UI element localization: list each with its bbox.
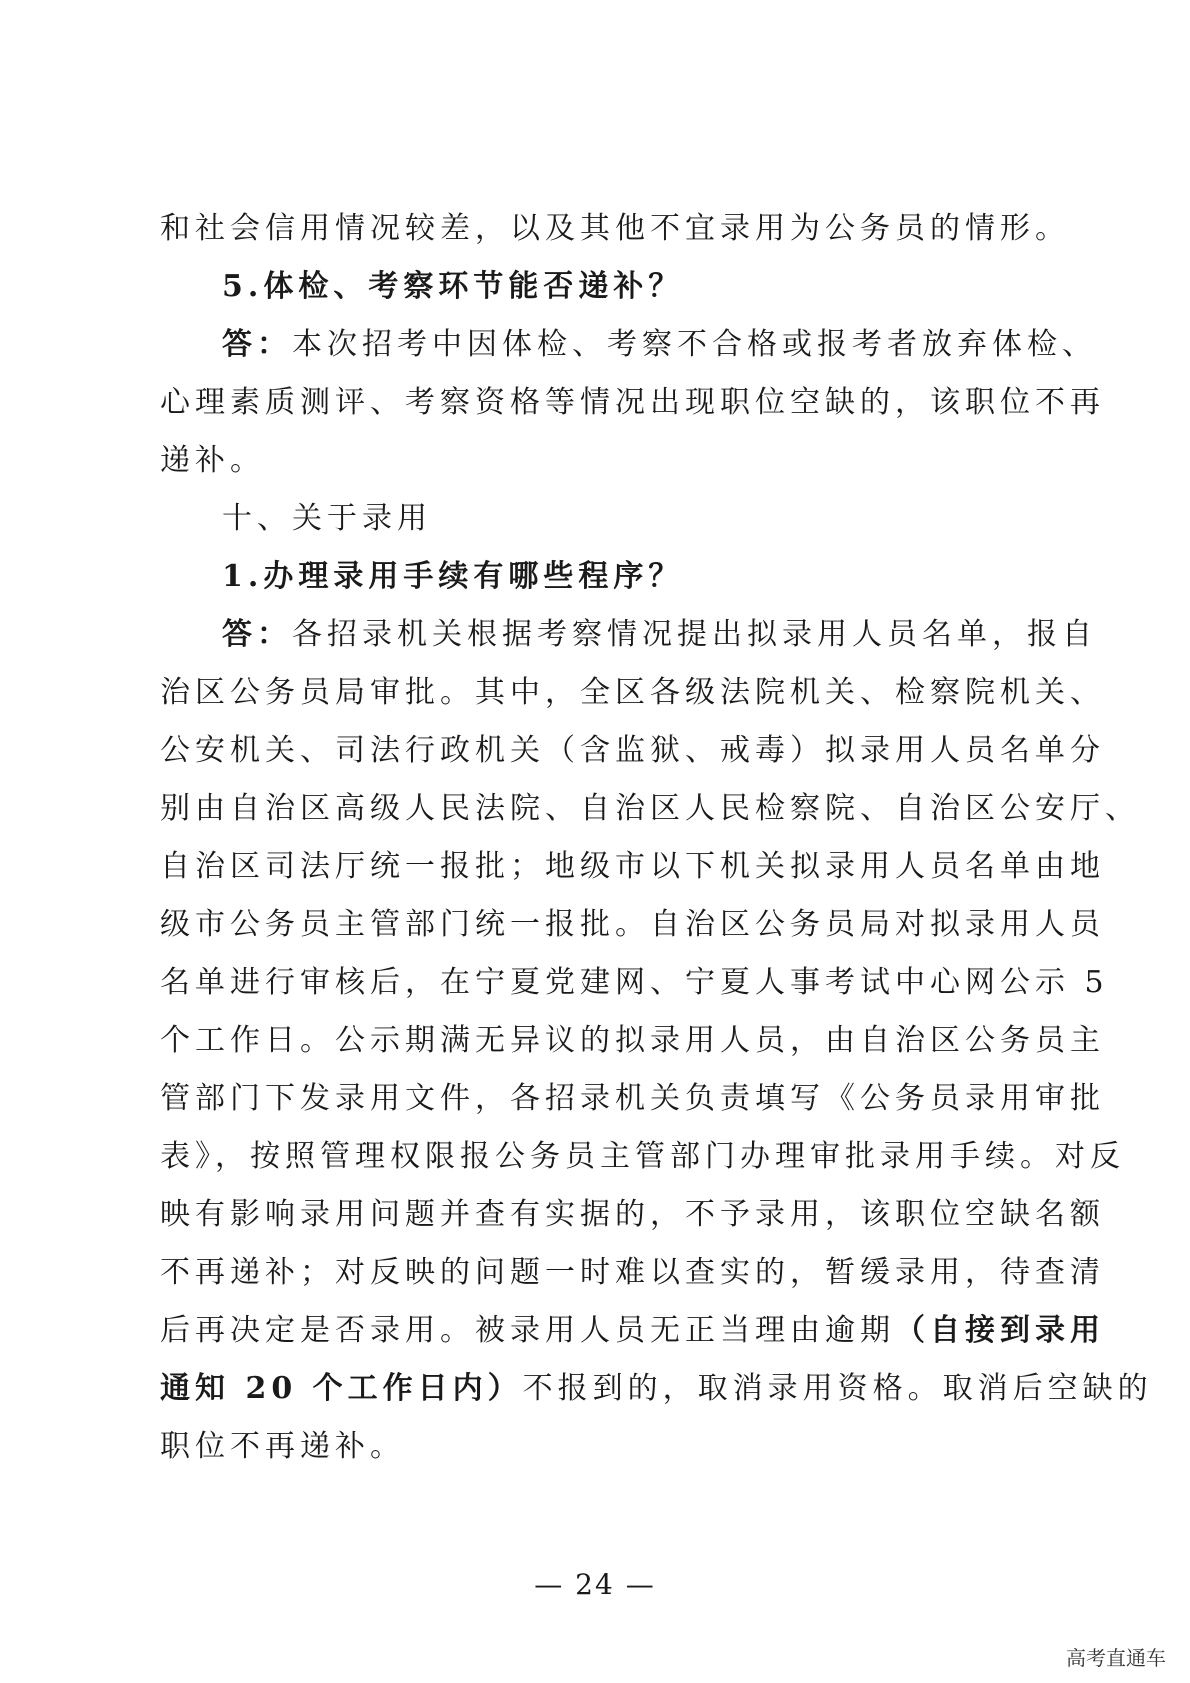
answer-1-line: 映有影响录用问题并查有实据的，不予录用，该职位空缺名额 — [160, 1197, 1105, 1232]
page-number: — 24 — — [534, 1568, 656, 1601]
section-heading: 十、关于录用 — [222, 501, 432, 536]
answer-5-line — [160, 316, 1097, 374]
answer-text: 后再决定是否录用。被录用人员无正当理由逾期 — [160, 1313, 895, 1348]
answer-label: 答： — [222, 617, 292, 652]
answer-1-line: 表》，按照管理权限报公务员主管部门办理审批录用手续。对反 — [160, 1139, 1125, 1174]
answer-text: 不报到的，取消录用资格。取消后空缺的 — [522, 1371, 1153, 1406]
answer-1-line: 个工作日。公示期满无异议的拟录用人员，由自治区公务员主 — [160, 1023, 1105, 1058]
answer-5-line: 心理素质测评、考察资格等情况出现职位空缺的，该职位不再 — [160, 385, 1105, 420]
paragraph-line: 和社会信用情况较差，以及其他不宜录用为公务员的情形。 — [160, 211, 1070, 246]
answer-1-line — [160, 1302, 1105, 1360]
answer-1-line: 级市公务员主管部门统一报批。自治区公务员局对拟录用人员 — [160, 907, 1105, 942]
answer-1-line: 治区公务员局审批。其中，全区各级法院机关、检察院机关、 — [160, 675, 1105, 710]
question-heading-1: 1.办理录用手续有哪些程序？ — [222, 559, 684, 594]
watermark: 高考直通车 — [1066, 1646, 1166, 1670]
answer-5-line: 递补。 — [160, 443, 265, 478]
answer-1-line: 公安机关、司法行政机关（含监狱、戒毒）拟录用人员名单分 — [160, 733, 1105, 768]
answer-text: 各招录机关根据考察情况提出拟录用人员名单，报自 — [292, 617, 1097, 652]
answer-1-line — [160, 606, 1097, 664]
answer-1-line: 管部门下发录用文件，各招录机关负责填写《公务员录用审批 — [160, 1081, 1105, 1116]
answer-1-line: 职位不再递补。 — [160, 1429, 405, 1464]
document-body — [160, 200, 1153, 1476]
answer-1-line: 不再递补；对反映的问题一时难以查实的，暂缓录用，待查清 — [160, 1255, 1105, 1290]
answer-label: 答： — [222, 327, 292, 362]
answer-text-bold: （自接到录用 — [895, 1313, 1105, 1348]
answer-1-line: 自治区司法厅统一报批；地级市以下机关拟录用人员名单由地 — [160, 849, 1105, 884]
answer-1-line: 别由自治区高级人民法院、自治区人民检察院、自治区公安厅、 — [160, 791, 1140, 826]
answer-text: 本次招考中因体检、考察不合格或报考者放弃体检、 — [292, 327, 1097, 362]
answer-1-line: 名单进行审核后，在宁夏党建网、宁夏人事考试中心网公示 5 — [160, 965, 1109, 1000]
answer-1-line — [160, 1360, 1153, 1418]
answer-text-bold: 通知 20 个工作日内） — [160, 1371, 523, 1406]
question-heading-5: 5.体检、考察环节能否递补？ — [222, 269, 684, 304]
